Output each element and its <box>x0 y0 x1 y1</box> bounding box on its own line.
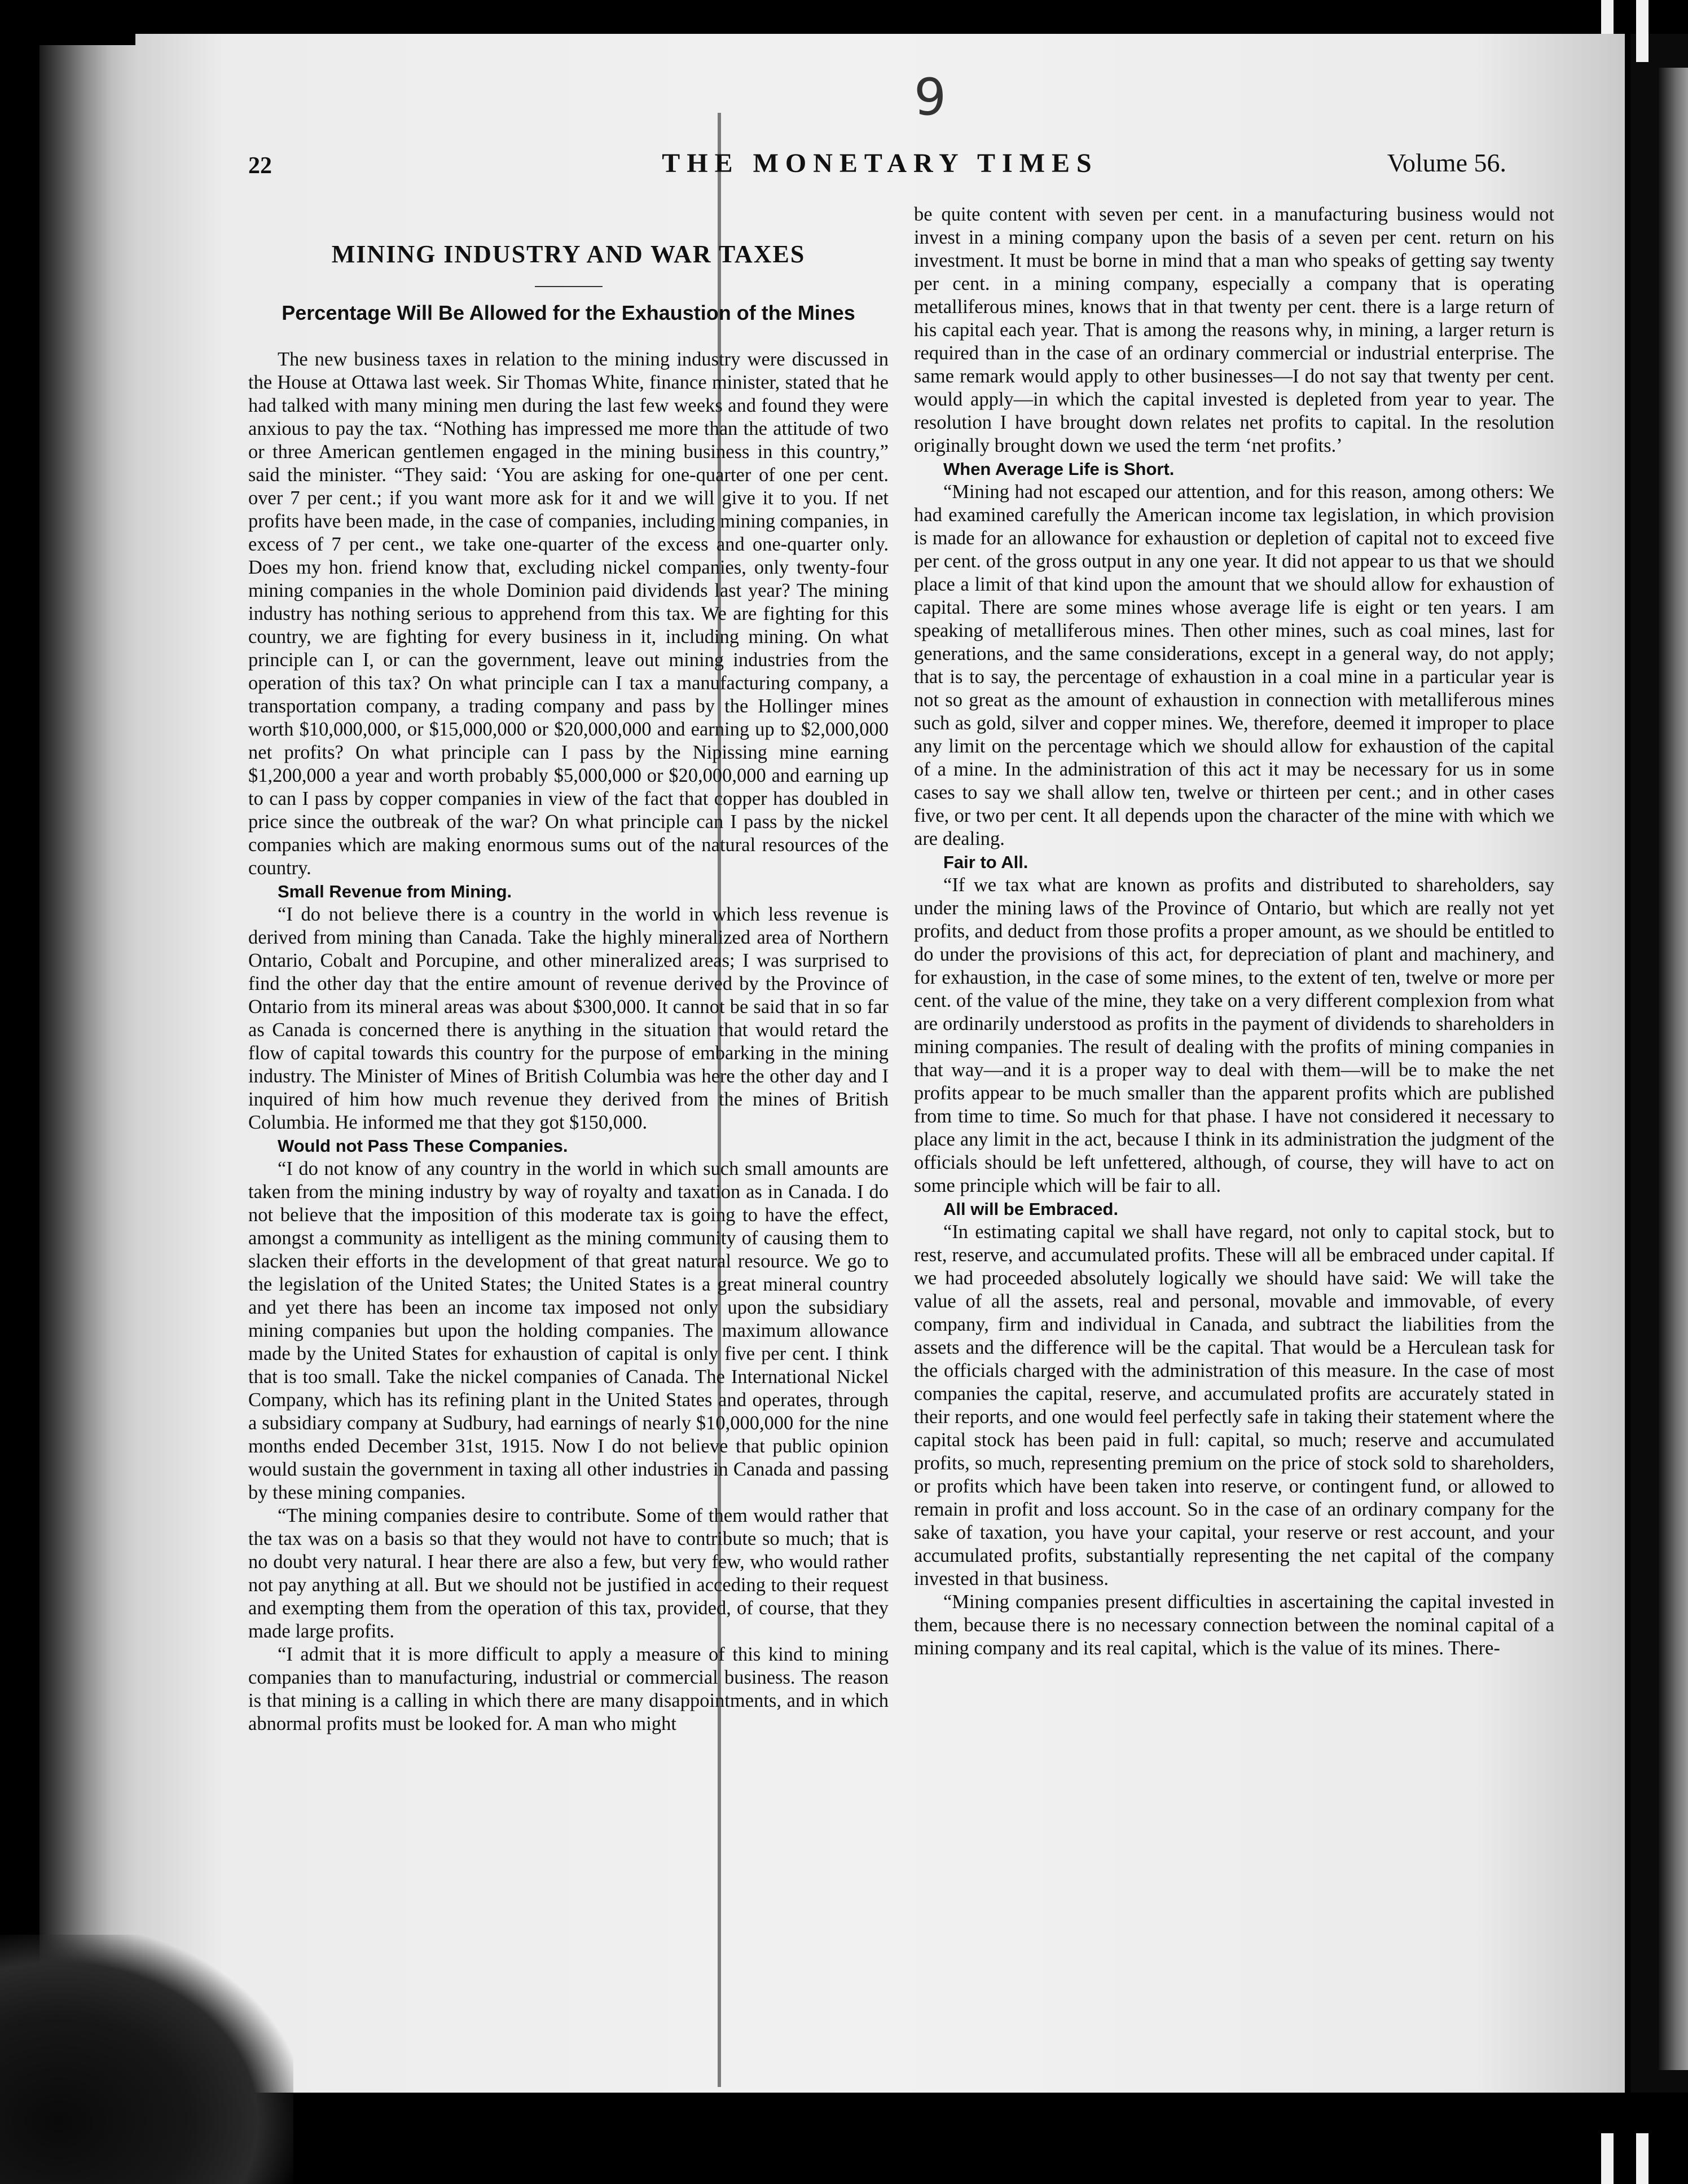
handwritten-page-mark: 9 <box>914 68 947 127</box>
running-head <box>135 68 1625 186</box>
publication-title: THE MONETARY TIMES <box>662 148 1098 178</box>
section-heading: Fair to All. <box>943 852 1028 872</box>
newspaper-page <box>135 34 1625 2093</box>
volume-label: Volume 56. <box>1387 148 1506 177</box>
paragraph: be quite content with seven per cent. in a manufacturing business would not invest in a mining company upon the basis of a seven per cent. return on his investment. It must be borne in mind that a man who speaks of getting say twenty per cent. in a mining company, especially a company that is operating metalliferous mines, knows that in that twenty per cent. there is a large return of his capital each year. That is among the reasons why, in mining, a larger return is required than in the case of an ordinary commercial or industrial enterprise. The same remark would apply to other businesses—I do not say that twenty per cent. would apply—in which the capital invested is depleted from year to year. The resolution I have brought down relates net profits to capital. In the resolution originally brought down we used the term ‘net profits.’ <box>914 204 1554 456</box>
paragraph: “In estimating capital we shall have regard, not only to capital stock, but to rest, reserve, and accumulated profits. These will all be embraced under capital. If we had proceeded absolutely logically we should have said: We will take the value of all the assets, real and personal, movable and immovable, of every company, firm and individual in Canada, and subtract the liabilities from the assets and the difference will be the capital. That would be a Herculean task for the officials charged with the administration of this measure. In the case of most companies the capital, reserve, and accumulated profits are accurately stated in their reports, and one would feel perfectly safe in taking their statement where the capital stock has been paid in full: capital, so much; reserve and accumulated profits, so much, representing premium on the price of stock sold to shareholders, or profits which have been taken into reserve, or contingent fund, or allowed to remain in profit and loss account. So in the case of an ordinary company for the sake of taxation, you have your capital, your reserve or rest account, and your accumulated profits, substantially representing the net capital of the company invested in that business. <box>914 1221 1554 1589</box>
paragraph: “I do not know of any country in the world in which such small amounts are taken from the mining industry by way of royalty and taxation as in Canada. I do not believe that the imposition of this moderate tax is going to have the effect, amongst a community as intelligent as the mining community of causing them to slacken their efforts in the development of that great natural resource. We go to the legislation of the United States; the United States is a great mineral country and yet there has been an income tax imposed not only upon the subsidiary mining companies but upon the holding companies. The maximum allowance made by the United States for exhaustion of capital is only five per cent. I think that is too small. Take the nickel companies of Canada. The International Nickel Company, which has its refining plant in the United States and operates, through a subsidiary company at Sudbury, had earnings of nearly $10,000,000 for the nine months ended December 31st, 1915. Now I do not believe that public opinion would sustain the government in taxing all other industries in Canada and passing by these mining companies. <box>248 1158 889 1503</box>
section-heading: Small Revenue from Mining. <box>278 882 512 901</box>
section-heading: Would not Pass These Companies. <box>278 1136 568 1156</box>
paragraph: The new business taxes in relation to the mining industry were discussed in the House at Ottawa last week. Sir Thomas White, finance minister, stated that he had talked with many mining men during the last few weeks and found they were anxious to pay the tax. “Nothing has impressed me more than the attitude of two or three American gentlemen engaged in the mining business in this country,” said the minister. “They said: ‘You are asking for one-quarter of one per cent. over 7 per cent.; if you want more ask for it and we will give it to you. If net profits have been made, in the case of companies, including mining companies, in excess of 7 per cent., we take one-quarter of the excess and one-quarter only. Does my hon. friend know that, excluding nickel companies, only twenty-four mining companies in the whole Dominion paid dividends last year? The mining industry has nothing serious to apprehend from this tax. We are fighting for this country, we are fighting for every business in it, including mining. On what principle can I, or can the government, leave out mining industries from the operation of this tax? On what principle can I tax a manufacturing company, a transportation company, a trading company and pass by the Hollinger mines worth $10,000,000, or $15,000,000 or $20,000,000 and earning up to $2,000,000 net profits? On what principle can I pass by the Nipissing mine earning $1,200,000 a year and worth probably $5,000,000 or $20,000,000 and earning up to can I pass by copper companies in view of the fact that copper has doubled in price since the outbreak of the war? On what principle can I pass by the nickel companies which are making enormous sums out of the natural resources of the country. <box>248 349 889 879</box>
adjacent-page-edge <box>1659 68 1688 2070</box>
film-marks-bottom <box>1601 2133 1649 2184</box>
thumb-shadow <box>0 1935 293 2184</box>
paragraph: “Mining had not escaped our attention, and for this reason, among others: We had examined carefully the American income tax legislation, in which provision is made for an allowance for exhaustion or depletion of capital not to exceed five per cent. of the gross output in any one year. It did not appear to us that we should place a limit of that kind upon the amount that we should allow for exhaustion of capital. There are some mines whose average life is eight or ten years. I am speaking of metalliferous mines. Then other mines, such as coal mines, last for generations, and the same considerations, except in a general way, do not apply; that is to say, the percentage of exhaustion in a coal mine in a particular year is not so great as the amount of exhaustion in connection with metalliferous mines such as gold, silver and copper mines. We, therefore, deemed it improper to place any limit on the percentage which we should allow for exhaustion of the capital of a mine. In the administration of this act it may be necessary for us in some cases to say we shall allow ten, twelve or thirteen per cent.; and in other cases five, or two per cent. It all depends upon the character of the mine with which we are dealing. <box>914 481 1554 849</box>
page-number: 22 <box>248 153 272 179</box>
paragraph: “The mining companies desire to contribute. Some of them would rather that the tax was on a basis so that they would not have to contribute so much; that is no doubt very natural. I hear there are also a few, but very few, who would rather not pay anything at all. But we should not be justified in acceding to their request and exempting them from the operation of this tax, provided, of course, that they made large profits. <box>248 1505 889 1642</box>
paragraph: “If we tax what are known as profits and distributed to shareholders, say under the mining laws of the Province of Ontario, but which are really not yet profits, and deduct from those profits a proper amount, as we should be entitled to do under the provisions of this act, for depreciation of plant and machinery, and for exhaustion, in the case of some mines, to the extent of ten, twelve or more per cent. of the value of the mine, they take on a very different complexion from what are ordinarily understood as profits in the payment of dividends to shareholders in mining companies. The result of dealing with the profits of mining companies in that way—and it is a proper way to deal with them—will be to make the net profits appear to be much smaller than the apparent profits which are published from time to time. So much for that phase. I have not considered it necessary to place any limit in the act, because I think in its administration the judgment of the officials should be left unfettered, although, of course, they will have to act on some principle which will be fair to all. <box>914 874 1554 1196</box>
title-rule <box>535 286 603 287</box>
paragraph: “Mining companies present difficulties in ascertaining the capital invested in them, because there is no necessary connection between the nominal capital of a mining company and its real capital, which is the value of its mines. There- <box>914 1591 1554 1659</box>
section-heading: All will be Embraced. <box>943 1199 1119 1219</box>
paragraph: “I admit that it is more difficult to apply a measure of this kind to mining companies than to manufacturing, industrial or commercial business. The reason is that mining is a calling in which there are many disappointments, and in which abnormal profits must be looked for. A man who might <box>248 1644 889 1734</box>
left-page-edge <box>39 45 141 2087</box>
article-title: MINING INDUSTRY AND WAR TAXES <box>331 240 806 268</box>
left-column <box>248 203 889 1736</box>
section-heading: When Average Life is Short. <box>943 459 1175 479</box>
paragraph: “I do not believe there is a country in the world in which less revenue is derived from mining than Canada. Take the highly mineralized area of Northern Ontario, Cobalt and Porcupine, and other mineralized areas; I was surprised to find the other day that the entire amount of revenue derived by the Province of Ontario from its mineral areas was about $300,000. It cannot be said that in so far as Canada is concerned there is anything in the situation that would retard the flow of capital towards this country for the purpose of embarking in the mining industry. The Minister of Mines of British Columbia was here the other day and I inquired of him how much revenue they derived from the mines of British Columbia. He informed me that they got $150,000. <box>248 904 889 1133</box>
right-column <box>914 203 1554 1660</box>
article-deck: Percentage Will Be Allowed for the Exhaustion of the Mines <box>282 301 855 324</box>
